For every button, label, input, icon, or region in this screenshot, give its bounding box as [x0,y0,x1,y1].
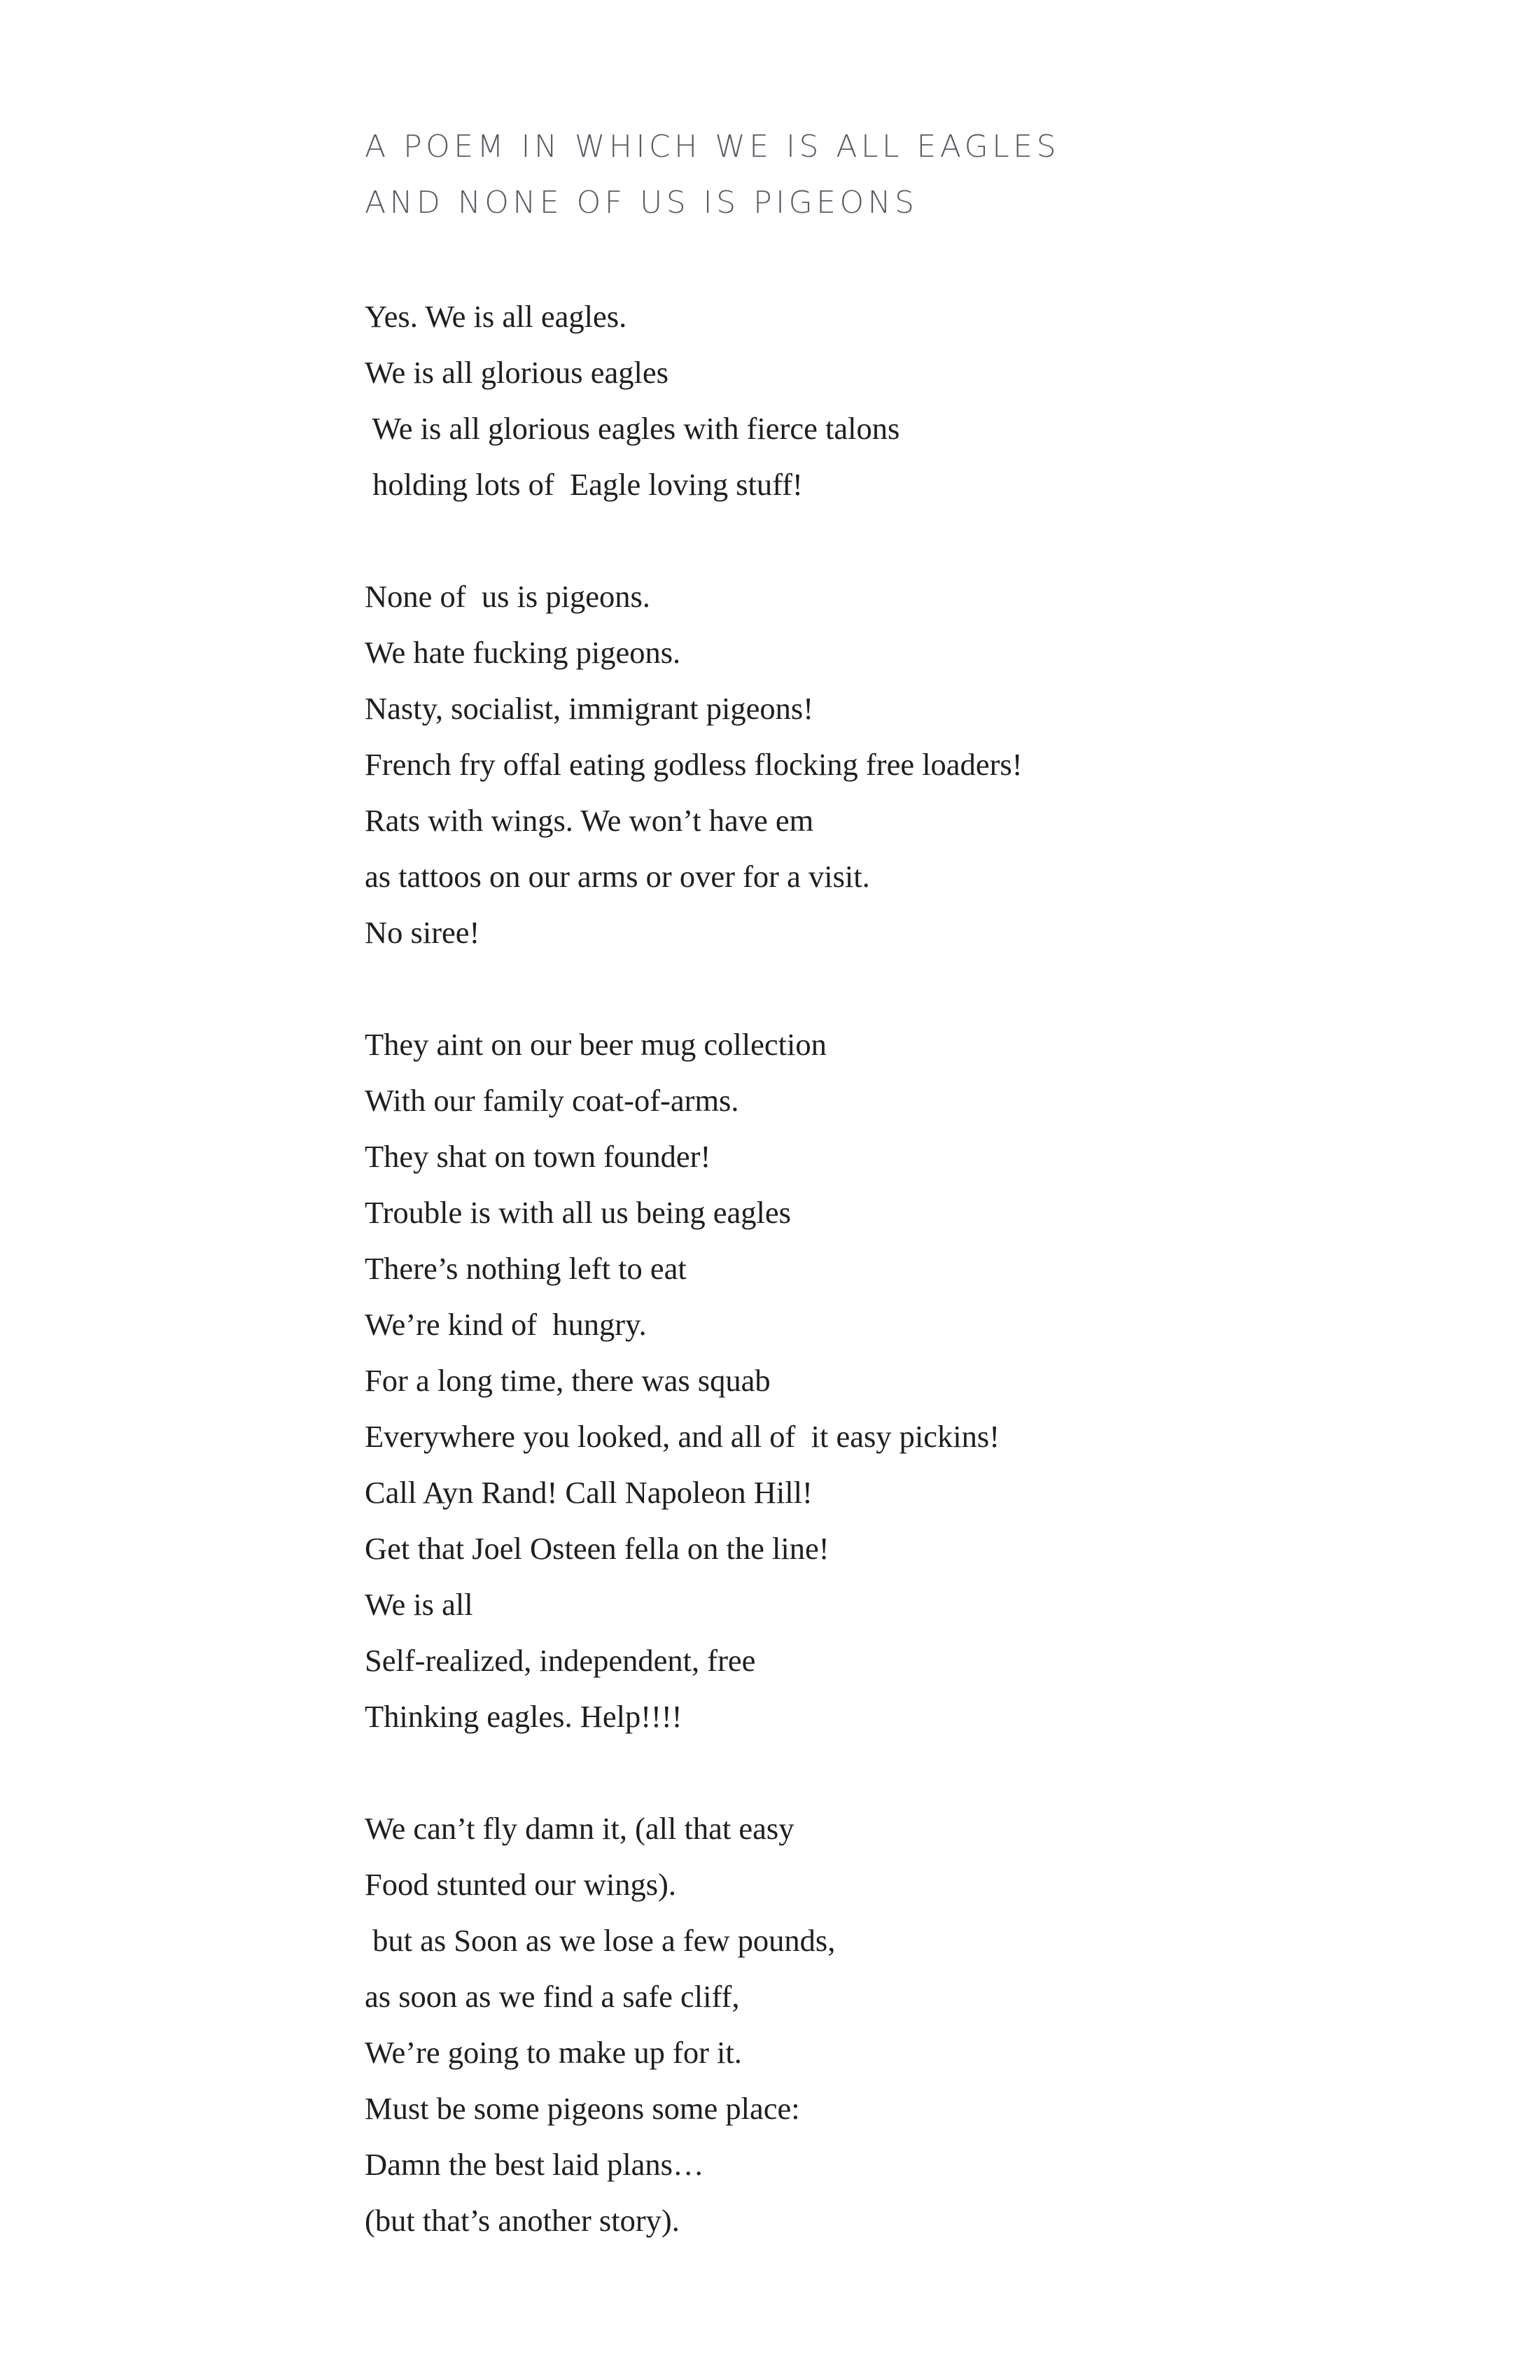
poem-line: French fry offal eating godless flocking free loaders! [365,747,1023,782]
poem-page [365,119,1457,2248]
title-line: AND NONE OF US IS PIGEONS [365,185,918,220]
poem-line: Must be some pigeons some place: [365,2091,800,2126]
poem-line: With our family coat-of-arms. [365,1083,739,1118]
poem-line: as tattoos on our arms or over for a visit. [365,859,870,894]
poem-line: They shat on town founder! [365,1139,711,1174]
poem-line: Nasty, socialist, immigrant pigeons! [365,691,814,726]
stanza-1 [365,288,1457,512]
poem-line: (but that’s another story). [365,2203,680,2238]
poem-line: None of us is pigeons. [365,579,650,614]
poem-line: Everywhere you looked, and all of it easy pickins! [365,1419,1000,1454]
poem-line: Rats with wings. We won’t have em [365,803,814,838]
poem-line: Get that Joel Osteen fella on the line! [365,1531,830,1566]
poem-line: Yes. We is all eagles. [365,299,627,334]
poem-body [365,288,1457,2248]
title-line: A POEM IN WHICH WE IS ALL EAGLES [365,129,1060,164]
stanza-4 [365,1800,1457,2248]
poem-line: Self-realized, independent, free [365,1643,756,1678]
poem-line: as soon as we find a safe cliff, [365,1979,740,2014]
poem-line: We hate fucking pigeons. [365,635,681,670]
poem-line: but as Soon as we lose a few pounds, [365,1923,836,1958]
poem-line: Thinking eagles. Help!!!! [365,1699,682,1734]
poem-line: No siree! [365,915,480,950]
poem-line: Damn the best laid plans… [365,2147,704,2182]
stanza-2 [365,568,1457,960]
poem-line: We is all [365,1587,473,1622]
stanza-3 [365,1016,1457,1744]
poem-line: They aint on our beer mug collection [365,1027,827,1062]
poem-line: We’re kind of hungry. [365,1307,647,1342]
poem-title [365,119,1457,231]
poem-line: holding lots of Eagle loving stuff! [365,467,803,502]
poem-line: For a long time, there was squab [365,1363,771,1398]
poem-line: We’re going to make up for it. [365,2035,742,2070]
poem-line: There’s nothing left to eat [365,1251,687,1286]
poem-line: We is all glorious eagles with fierce talons [365,411,900,446]
poem-line: Food stunted our wings). [365,1867,676,1902]
poem-line: We can’t fly damn it, (all that easy [365,1811,794,1846]
poem-line: Call Ayn Rand! Call Napoleon Hill! [365,1475,813,1510]
poem-line: We is all glorious eagles [365,355,668,390]
poem-line: Trouble is with all us being eagles [365,1195,791,1230]
